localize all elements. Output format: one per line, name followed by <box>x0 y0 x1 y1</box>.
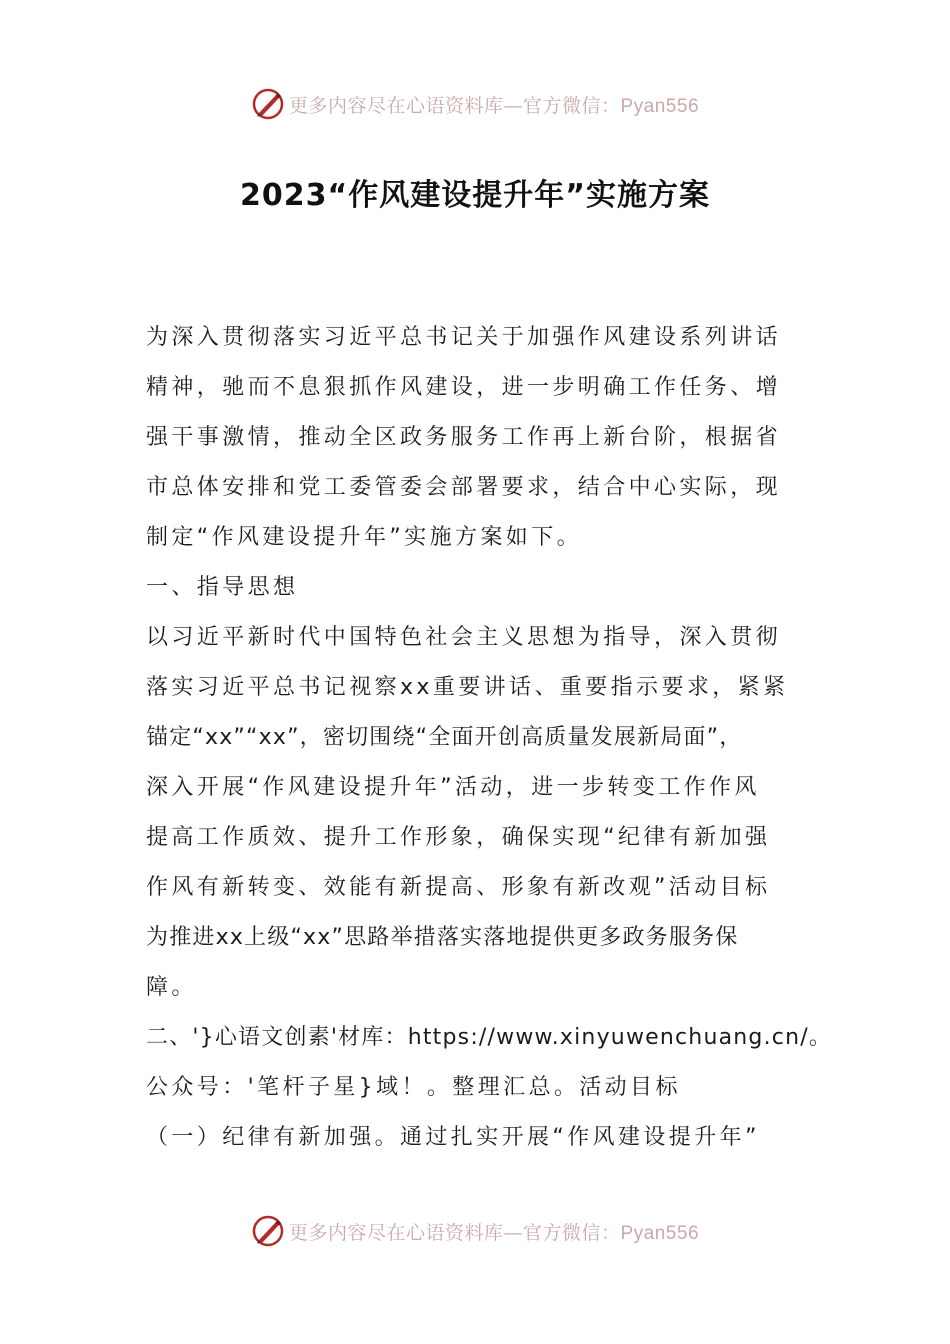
footer-banner <box>0 1211 950 1251</box>
body-line: 落实习近平总书记视察xx重要讲话、重要指示要求，紧紧 <box>146 675 789 700</box>
body-line: 精神，驰而不息狠抓作风建设，进一步明确工作任务、增 <box>146 375 782 400</box>
footer-banner-text <box>289 1218 699 1245</box>
footer-wechat-id: Pyan556 <box>620 1222 700 1244</box>
body-line: 强干事激情，推动全区政务服务工作再上新台阶，根据省 <box>146 425 782 450</box>
body-line: 障。 <box>146 975 197 1000</box>
section-heading-activity-goals: 二、'}心语文创素'材库：https://www.xinyuwenchuang.cn/。 <box>146 1025 833 1050</box>
header-wechat-id: Pyan556 <box>620 95 700 117</box>
body-line: 锚定“xx”“xx”，密切围绕“全面开创高质量发展新局面”， <box>146 725 743 750</box>
subsection-discipline: （一）纪律有新加强。通过扎实开展“作风建设提升年” <box>146 1125 760 1150</box>
body-line: 制定“作风建设提升年”实施方案如下。 <box>146 525 582 550</box>
header-banner <box>0 84 950 124</box>
header-banner-text <box>289 91 699 118</box>
header-banner-label: 更多内容尽在心语资料库—官方微信： <box>288 94 621 117</box>
pen-circle-logo-icon <box>251 1214 285 1248</box>
body-line: 为深入贯彻落实习近平总书记关于加强作风建设系列讲话 <box>146 325 782 350</box>
document-body <box>146 313 833 1163</box>
body-line: 公众号：'笔杆子星}域！。整理汇总。活动目标 <box>146 1075 681 1100</box>
body-line: 作风有新转变、效能有新提高、形象有新改观”活动目标 <box>146 875 771 900</box>
document-title: 2023“作风建设提升年”实施方案 <box>240 178 710 213</box>
body-line: 市总体安排和党工委管委会部署要求，结合中心实际，现 <box>146 475 782 500</box>
body-line: 提高工作质效、提升工作形象，确保实现“纪律有新加强 <box>146 825 771 850</box>
body-line: 以习近平新时代中国特色社会主义思想为指导，深入贯彻 <box>146 625 782 650</box>
body-line: 深入开展“作风建设提升年”活动，进一步转变工作作风 <box>146 775 760 800</box>
body-line: 为推进xx上级“xx”思路举措落实落地提供更多政务服务保 <box>146 925 739 950</box>
section-heading-guiding-thought: 一、指导思想 <box>146 575 299 600</box>
pen-circle-logo-icon <box>251 87 285 121</box>
footer-banner-label: 更多内容尽在心语资料库—官方微信： <box>288 1221 621 1244</box>
